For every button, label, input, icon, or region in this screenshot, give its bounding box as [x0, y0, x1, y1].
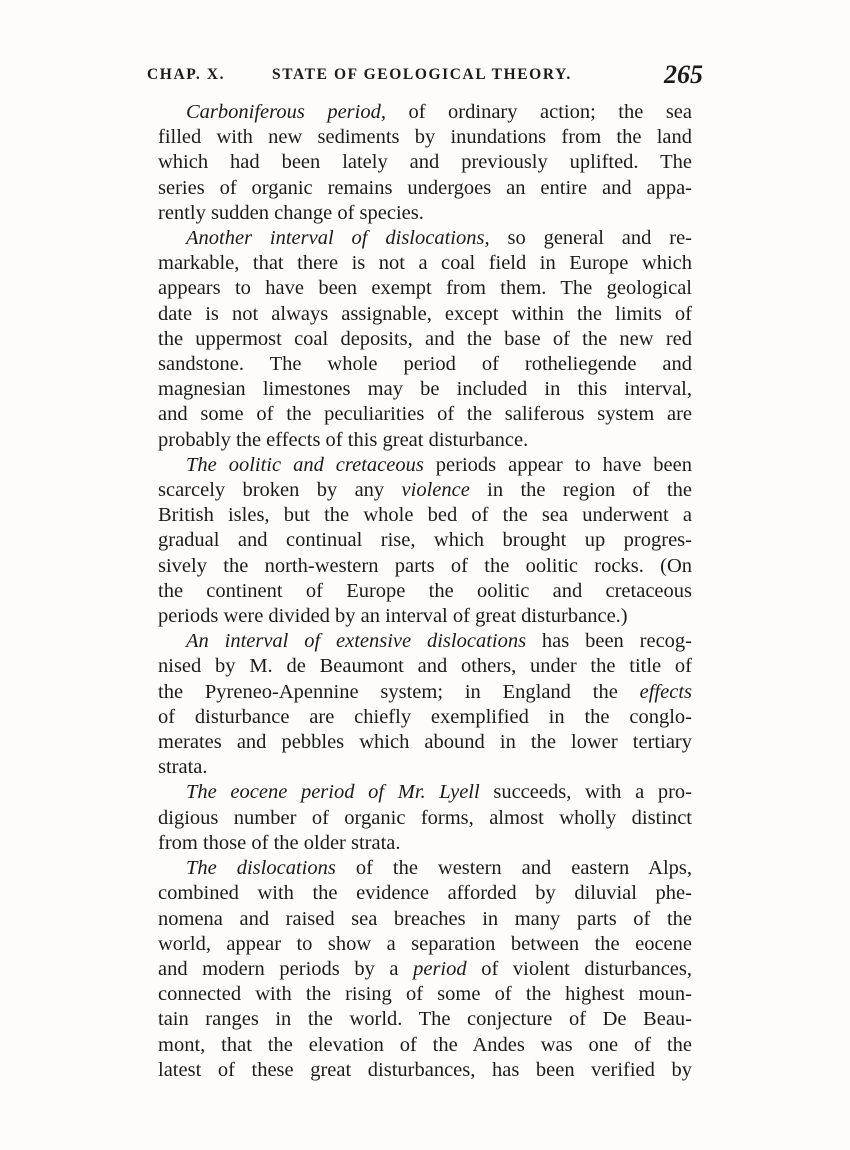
text-line: strata.: [158, 756, 208, 779]
chapter-label: CHAP. X.: [147, 66, 226, 83]
text-line: and some of the peculiarities of the saliferous system are: [158, 403, 692, 426]
text-line: the Pyreneo-Apennine system; in England the effects: [158, 680, 692, 703]
text-line: world, appear to show a separation between the eocene: [158, 932, 692, 955]
italic-lead: An interval of extensive dislocations: [186, 630, 527, 653]
text-line: Carboniferous period, of ordinary action; the sea: [186, 101, 693, 123]
text-line: probably the effects of this great disturbance.: [158, 428, 529, 451]
text-line: The eocene period of Mr. Lyell succeeds, with a pro-: [186, 781, 692, 804]
text-line: mont, that the elevation of the Andes was one of the: [158, 1033, 692, 1056]
text-line: markable, that there is not a coal field in Europe which: [158, 252, 692, 275]
text-line: scarcely broken by any violence in the region of the: [158, 479, 693, 502]
text-line: which had been lately and previously uplifted. The: [158, 151, 692, 174]
text-line: digious number of organic forms, almost wholly distinct: [158, 806, 692, 829]
italic-lead: Carboniferous period,: [186, 101, 386, 123]
text-line: gradual and continual rise, which brought up progres-: [158, 529, 692, 552]
text-line: filled with new sediments by inundations from the land: [158, 126, 692, 149]
italic-word: violence: [401, 479, 470, 502]
text-line: series of organic remains undergoes an entire and appa-: [158, 176, 692, 199]
text-line: sively the north-western parts of the oolitic rocks. (On: [158, 554, 692, 577]
text-line: nised by M. de Beaumont and others, under the title of: [158, 655, 692, 678]
text-line: latest of these great disturbances, has been verified by: [158, 1058, 692, 1081]
running-title: STATE OF GEOLOGICAL THEORY.: [272, 66, 572, 83]
text-line: British isles, but the whole bed of the sea underwent a: [158, 504, 692, 527]
text-line: The oolitic and cretaceous periods appear to have been: [186, 453, 692, 476]
text-line: magnesian limestones may be included in this interval,: [158, 378, 692, 401]
text-line: the continent of Europe the oolitic and cretaceous: [158, 579, 692, 602]
text-line: merates and pebbles which abound in the lower tertiary: [158, 731, 692, 754]
italic-lead: The eocene period of Mr. Lyell: [186, 781, 480, 804]
italic-lead: Another interval of dislocations,: [186, 227, 490, 250]
text-line: connected with the rising of some of the highest moun-: [158, 983, 692, 1006]
text-line: Another interval of dislocations, so general and re-: [186, 227, 692, 250]
text-line: sandstone. The whole period of rotheliegende and: [158, 353, 692, 376]
text-line: combined with the evidence afforded by diluvial phe-: [158, 882, 692, 905]
text-line: from those of the older strata.: [158, 831, 401, 854]
text-line: of disturbance are chiefly exemplified in the conglo-: [158, 705, 692, 728]
text-line: periods were divided by an interval of great disturbance.): [158, 605, 628, 628]
text-line: appears to have been exempt from them. The geological: [158, 277, 692, 300]
body-text: [158, 100, 692, 1083]
text-line: nomena and raised sea breaches in many parts of the: [158, 907, 692, 930]
text-line: An interval of extensive dislocations has been recog-: [186, 630, 692, 653]
italic-lead: The dislocations: [186, 857, 336, 880]
italic-word: period: [413, 957, 467, 980]
italic-word: effects: [639, 680, 692, 703]
italic-lead: The oolitic and cretaceous: [186, 453, 424, 476]
text-line: tain ranges in the world. The conjecture of De Beau-: [158, 1008, 692, 1031]
page-number: 265: [664, 60, 703, 89]
text-line: and modern periods by a period of violent disturbances,: [158, 957, 693, 980]
text-line: date is not always assignable, except within the limits of: [158, 302, 692, 325]
text-line: the uppermost coal deposits, and the base of the new red: [158, 327, 692, 350]
text-line: The dislocations of the western and eastern Alps,: [186, 857, 692, 880]
running-header: [147, 60, 707, 94]
text-line: rently sudden change of species.: [158, 201, 424, 224]
